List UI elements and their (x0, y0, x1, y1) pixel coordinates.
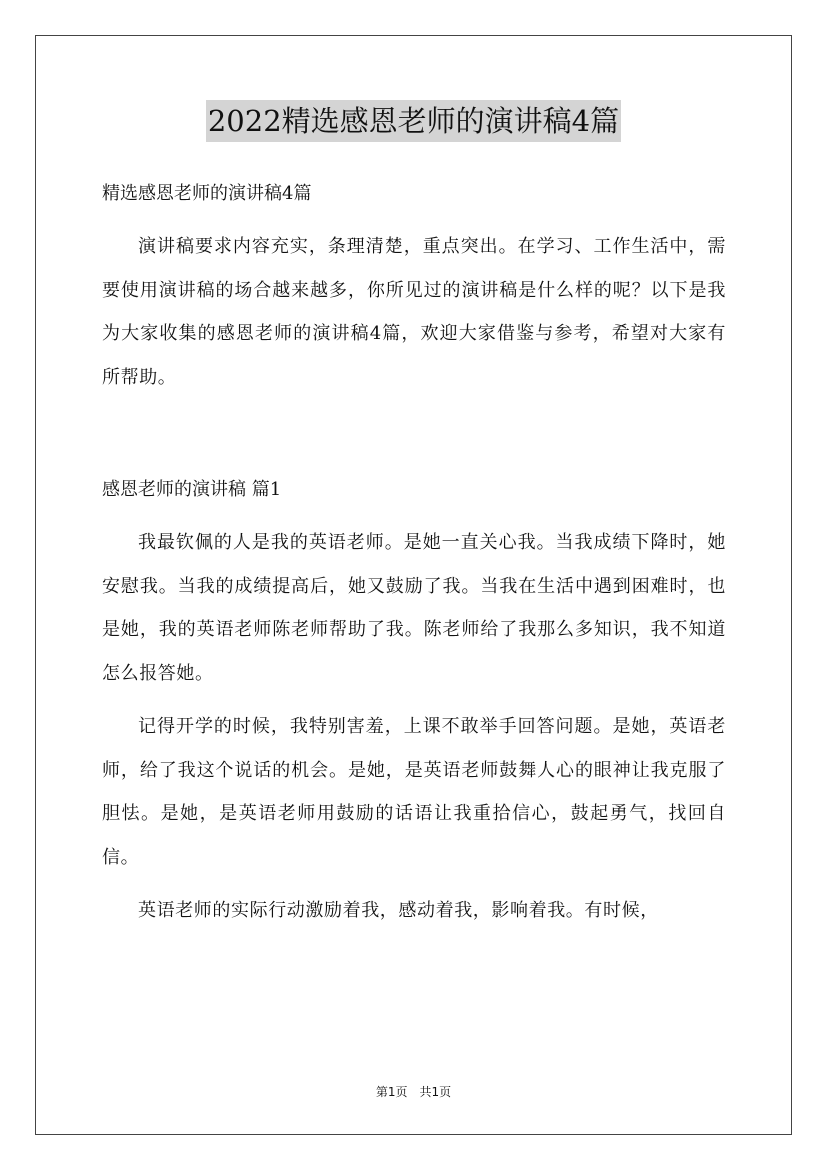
title-container (0, 100, 827, 142)
body-paragraph-2: 记得开学的时候，我特别害羞，上课不敢举手回答问题。是她，英语老师，给了我这个说话的机会。是她，是英语老师鼓舞人心的眼神让我克服了胆怯。是她，是英语老师用鼓励的话语让我重拾信心，鼓起勇气，找回自信。 (102, 716, 726, 868)
body-paragraph-1: 我最钦佩的人是我的英语老师。是她一直关心我。当我成绩下降时，她安慰我。当我的成绩提高后，她又鼓励了我。当我在生活中遇到困难时，也是她，我的英语老师陈老师帮助了我。陈老师给了我那么多知识，我不知道怎么报答她。 (102, 532, 726, 684)
body-paragraph-3: 英语老师的实际行动激励着我，感动着我，影响着我。有时候， (138, 900, 659, 921)
document-subtitle: 精选感恩老师的演讲稿4篇 (102, 183, 312, 204)
document-title: 2022精选感恩老师的演讲稿4篇 (206, 100, 621, 142)
page-footer: 第1页 共1页 (375, 1085, 452, 1099)
section-heading: 感恩老师的演讲稿 篇1 (102, 479, 282, 500)
intro-paragraph: 演讲稿要求内容充实，条理清楚，重点突出。在学习、工作生活中，需要使用演讲稿的场合越来越多，你所见过的演讲稿是什么样的呢？以下是我为大家收集的感恩老师的演讲稿4篇，欢迎大家借鉴与参考，希望对大家有所帮助。 (102, 236, 726, 388)
document-body (102, 173, 726, 933)
